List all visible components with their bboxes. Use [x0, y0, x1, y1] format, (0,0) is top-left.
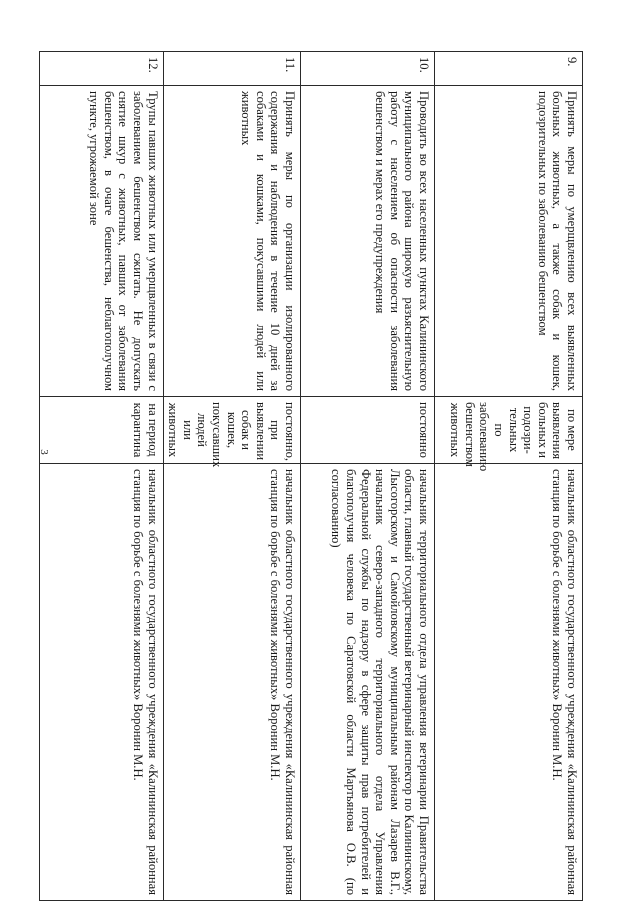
- rotated-table-container: [49, 51, 583, 901]
- table-row: [39, 52, 163, 901]
- row-number: 9.: [435, 52, 583, 86]
- term-cell: по мере выявления больных и подозри-тельных по заболеванию бешенством животных: [435, 397, 583, 464]
- table-row: [163, 52, 300, 901]
- row-number: 12.: [39, 52, 163, 86]
- row-number: 11.: [163, 52, 300, 86]
- measure-cell: Трупы павших животных или умерщвленных в связи с заболеванием бешенством сжигать. Не допускать снятие шкур с животных, павших от заболевания бешенством, в очаге бешенства, неблагополучном пункте, угрожаемой зоне: [39, 86, 163, 397]
- responsible-cell: начальник областного государственного учреждения «Калининская районная станция по борьбе с болезнями животных» Воронин М.Н.: [39, 464, 163, 901]
- measure-cell: Проводить во всех населенных пунктах Калининского муниципального района широкую разъяснительную работу с населением об опасности заболевания бешенством и мерах его предупреждения: [301, 86, 435, 397]
- term-cell: постоянно, при выявлении собак и кошек, покусавших людей или животных: [163, 397, 300, 464]
- table-row: [301, 52, 435, 901]
- responsible-cell: начальник областного государственного учреждения «Калининская районная станция по борьбе с болезнями животных» Воронин М.Н.: [163, 464, 300, 901]
- measure-cell: Принять меры по умерщвлению всех выявленных больных животных, а также собак и кошек, подозрительных по заболеванию бешенством: [435, 86, 583, 397]
- term-cell: постоянно: [301, 397, 435, 464]
- page-number: 3: [38, 449, 50, 455]
- row-number: 10.: [301, 52, 435, 86]
- responsible-cell: начальник территориального отдела управления ветеринарии Правительства области, главный государственный ветеринарный инспектор по Калининскому, Лысогорскому и Самойловскому муниципальным районам Лазарев В.Г., начальник северо-западного территориального отдела Управления Федеральной службы по надзору в сфере защиты прав потребителей и благополучия человека по Саратовской области Мартьянова О.В. (по согласованию): [301, 464, 435, 901]
- measures-table: [39, 51, 583, 901]
- responsible-cell: начальник областного государственного учреждения «Калининская районная станция по борьбе с болезнями животных» Воронин М.Н.: [435, 464, 583, 901]
- measure-cell: Принять меры по организации изолированного содержания и наблюдения в течение 10 дней за собаками и кошками, покусавшими людей или животных: [163, 86, 300, 397]
- term-cell: на период карантина: [39, 397, 163, 464]
- table-row: [435, 52, 583, 901]
